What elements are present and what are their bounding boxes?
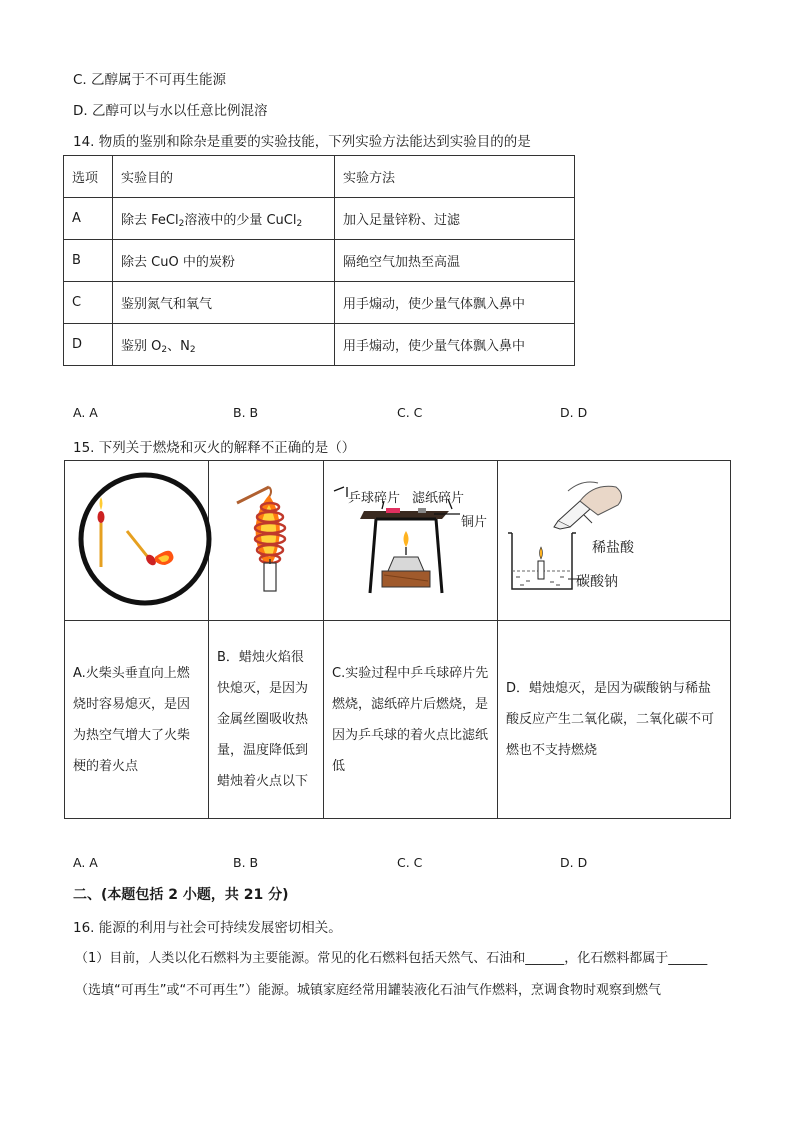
cell-c-explanation: C.实验过程中乒乓球碎片先燃烧，滤纸碎片后燃烧，是因为乒乓球的着火点比滤纸低 — [324, 621, 498, 819]
row-option: A — [64, 198, 113, 240]
figure-c-cell — [324, 461, 498, 621]
table-header-row — [64, 156, 575, 198]
answer-option-b[interactable]: B. B — [233, 855, 259, 870]
row-goal: 除去 CuO 中的炭粉 — [113, 240, 335, 282]
explanation-row — [65, 621, 731, 819]
figure-row — [65, 461, 731, 621]
label-filter-paper: 滤纸碎片 — [412, 491, 465, 506]
candle-coil-figure — [209, 461, 339, 616]
copper-plate-figure — [324, 461, 514, 616]
table-row — [64, 198, 575, 240]
table-row — [64, 324, 575, 366]
label-pingpong: 乒球碎片 — [348, 491, 401, 506]
row-method: 加入足量锌粉、过滤 — [335, 198, 575, 240]
row-option: B — [64, 240, 113, 282]
answer-option-d[interactable]: D. D — [560, 405, 588, 420]
row-option: D — [64, 324, 113, 366]
row-method: 用手煽动，使少量气体飘入鼻中 — [335, 324, 575, 366]
beaker-figure — [498, 461, 681, 616]
label-copper: 铜片 — [461, 515, 488, 530]
question-15: 15. 下列关于燃烧和灭火的解释不正确的是（） — [73, 440, 356, 456]
label-hydrochloric-acid: 稀盐酸 — [592, 540, 634, 556]
label-sodium-carbonate: 碳酸钠 — [576, 574, 618, 590]
figure-d-cell — [498, 461, 731, 621]
question-14: 14. 物质的鉴别和除杂是重要的实验技能，下列实验方法能达到实验目的的是 — [73, 134, 531, 150]
row-goal: 鉴别 $O_2$、$N_2$ — [113, 324, 335, 366]
answer-option-c[interactable]: C. C — [397, 855, 423, 870]
row-option: C — [64, 282, 113, 324]
header-method: 实验方法 — [335, 156, 575, 198]
table-q14 — [63, 155, 575, 366]
question-16: 16. 能源的利用与社会可持续发展密切相关。 — [73, 920, 342, 936]
header-goal: 实验目的 — [113, 156, 335, 198]
option-d-line: D. 乙醇可以与水以任意比例混溶 — [73, 103, 268, 119]
match-figure — [65, 461, 225, 616]
table-row — [64, 240, 575, 282]
row-method: 用手煽动，使少量气体飘入鼻中 — [335, 282, 575, 324]
cell-b-explanation: B．蜡烛火焰很快熄灭，是因为金属丝圈吸收热量，温度降低到蜡烛着火点以下 — [209, 621, 324, 819]
question-16-part-1: （1）目前，人类以化石燃料为主要能源。常见的化石燃料包括天然气、石油和______，化石燃料都属于______ — [75, 951, 708, 966]
row-goal: 除去 FeCl$_2$溶液中的少量 CuCl$_2$ — [113, 198, 335, 240]
question-16-part-2: （选填“可再生”或“不可再生”）能源。城镇家庭经常用罐装液化石油气作燃料，烹调食物时观察到燃气 — [75, 983, 661, 998]
cell-a-explanation: A.火柴头垂直向上燃烧时容易熄灭，是因为热空气增大了火柴梗的着火点 — [65, 621, 209, 819]
answer-option-a[interactable]: A. A — [73, 405, 98, 420]
cell-d-explanation: D．蜡烛熄灭，是因为碳酸钠与稀盐酸反应产生二氧化碳，二氧化碳不可燃也不支持燃烧 — [498, 621, 731, 819]
section-heading: 二、(本题包括 2 小题，共 21 分) — [73, 887, 289, 903]
option-c-line: C. 乙醇属于不可再生能源 — [73, 72, 227, 88]
figure-a-cell — [65, 461, 209, 621]
answer-option-d[interactable]: D. D — [560, 855, 588, 870]
answer-option-b[interactable]: B. B — [233, 405, 259, 420]
row-goal: 鉴别氮气和氧气 — [113, 282, 335, 324]
answer-option-a[interactable]: A. A — [73, 855, 98, 870]
header-option: 选项 — [64, 156, 113, 198]
answer-option-c[interactable]: C. C — [397, 405, 423, 420]
row-method: 隔绝空气加热至高温 — [335, 240, 575, 282]
figure-b-cell — [209, 461, 324, 621]
table-row — [64, 282, 575, 324]
table-q15 — [64, 460, 731, 819]
